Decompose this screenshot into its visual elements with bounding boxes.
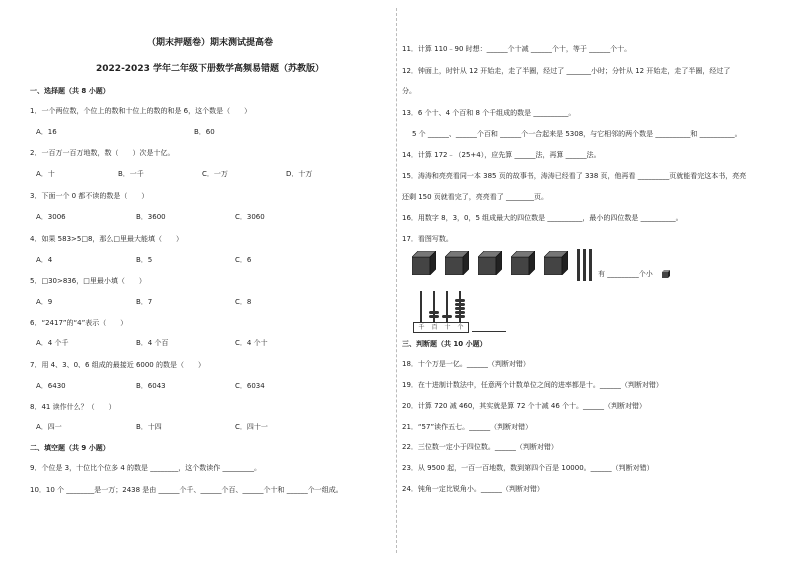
hundred-plate-icon	[577, 249, 580, 281]
q4-option-a: A．4	[36, 256, 53, 264]
hundred-plate-icon	[589, 249, 592, 281]
q3-option-c: C．3060	[235, 213, 265, 221]
question-16: 16．用数字 8，3，0，5 组成最大的四位数是 __________，最小的四位数是 __________。	[402, 214, 683, 222]
question-9: 9．个位是 3，十位比个位多 4 的数是 ________，这个数读作 _________。	[30, 464, 261, 472]
abacus-rod-thousands	[420, 291, 422, 323]
column-divider	[396, 8, 397, 553]
question-8: 8．41 读作什么？（ ）	[30, 403, 116, 411]
q4-option-c: C．6	[235, 256, 252, 264]
abacus-bead	[455, 299, 465, 302]
question-5: 5．□30>836，□里最小填（ ）	[30, 277, 146, 285]
q6-option-b: B．4 个百	[136, 339, 169, 347]
question-10: 10．10 个 ________是一万；2438 是由 ______个千、______个百、______个十和 ______个一组成。	[30, 486, 343, 494]
abacus-bead	[442, 315, 452, 318]
counting-figure	[412, 247, 672, 337]
question-22: 22．三位数一定小于四位数。______（判断对错）	[402, 443, 558, 451]
abacus-bead	[455, 303, 465, 306]
hundred-plate-icon	[583, 249, 586, 281]
section-fill-heading: 二、填空题（共 9 小题）	[30, 444, 110, 452]
question-15-line1: 15．涛涛和亮亮看同一本 385 页的故事书，涛涛已经看了 338 页，他再看 _________页就能看完这本书，亮亮	[402, 172, 747, 180]
abacus-bead	[455, 311, 465, 314]
question-7: 7．用 4、3、0、6 组成的最接近 6000 的数是（ ）	[30, 361, 205, 369]
question-4: 4．如果 583>5□8，那么□里最大能填（ ）	[30, 235, 184, 243]
question-17: 17．看图写数。	[402, 235, 453, 243]
question-2: 2．一百万一百万地数，数（ ）次是十亿。	[30, 149, 175, 157]
q3-option-a: A．3006	[36, 213, 66, 221]
question-13-line2: 5 个 ______、______个百和 ______个一合起来是 5308，与它相邻的两个数是 __________和 __________。	[412, 130, 742, 138]
q5-option-c: C．8	[235, 298, 252, 306]
question-21: 21．“57”读作五七。______（判断对错）	[402, 423, 533, 431]
section-judge-heading: 三、判断题（共 10 小题）	[402, 340, 487, 348]
q2-option-c: C．一万	[202, 170, 228, 178]
q2-option-b: B．一千	[118, 170, 144, 178]
question-11: 11．计算 110﹣90 时想：______个十减 ______个十，等于 ______个十。	[402, 45, 632, 53]
question-6: 6．“2417”的“4”表示（ ）	[30, 319, 128, 327]
abacus-answer-line	[472, 331, 506, 332]
q6-option-c: C．4 个十	[235, 339, 268, 347]
thousand-cube-icon	[544, 251, 568, 275]
section-choice-heading: 一、选择题（共 8 小题）	[30, 87, 110, 95]
figure-answer-text: 有 _________个小	[598, 270, 653, 278]
thousand-cube-icon	[412, 251, 436, 275]
q7-option-c: C．6034	[235, 382, 265, 390]
abacus-bead	[429, 315, 439, 318]
question-15-line2: 还剩 150 页就看完了，亮亮看了 ________页。	[402, 193, 549, 201]
abacus-base	[413, 322, 469, 333]
abacus-rod-hundreds	[433, 291, 435, 323]
exam-title: （期末押题卷）期末测试提高卷	[146, 38, 273, 48]
q2-option-a: A．十	[36, 170, 55, 178]
q8-option-c: C．四十一	[235, 423, 268, 431]
q1-option-a: A．16	[36, 128, 57, 136]
abacus-label-thousands: 千	[418, 324, 425, 331]
question-23: 23．从 9500 起，一百一百地数，数到第四个百是 10000。______（判断对错）	[402, 464, 654, 472]
thousand-cube-icon	[478, 251, 502, 275]
exam-subtitle: 2022-2023 学年二年级下册数学高频易错题（苏教版）	[96, 64, 324, 74]
q5-option-b: B．7	[136, 298, 153, 306]
q2-option-d: D．十万	[286, 170, 313, 178]
q1-option-b: B．60	[194, 128, 215, 136]
q8-option-b: B．十四	[136, 423, 162, 431]
abacus-bead	[455, 315, 465, 318]
abacus-rod-tens	[446, 291, 448, 323]
abacus-bead	[455, 307, 465, 310]
thousand-cube-icon	[511, 251, 535, 275]
question-24: 24．钝角一定比锐角小。______（判断对错）	[402, 485, 544, 493]
question-19: 19．在十进制计数法中，任意两个计数单位之间的进率都是十。______（判断对错）	[402, 381, 663, 389]
small-cube-icon	[662, 270, 670, 278]
q7-option-a: A．6430	[36, 382, 66, 390]
question-14: 14．计算 172﹣（25+4），应先算 ______法，再算 ______法。	[402, 151, 601, 159]
question-13-line1: 13．6 个十、4 个百和 8 个千组成的数是 __________。	[402, 109, 576, 117]
question-1: 1．一个两位数，个位上的数和十位上的数的和是 6，这个数是（ ）	[30, 107, 252, 115]
question-18: 18．十个万是一亿。______（判断对错）	[402, 360, 530, 368]
q4-option-b: B．5	[136, 256, 153, 264]
thousand-cube-icon	[445, 251, 469, 275]
q8-option-a: A．四一	[36, 423, 62, 431]
q3-option-b: B．3600	[136, 213, 166, 221]
question-12-line1: 12．钟面上，时针从 12 开始走，走了半圈，经过了 _______小时；分针从 12 开始走，走了半圈，经过了	[402, 67, 731, 75]
abacus-label-ones: 个	[457, 324, 464, 331]
abacus-bead	[429, 311, 439, 314]
question-3: 3．下面一个 0 都不读的数是（ ）	[30, 192, 149, 200]
abacus-label-tens: 十	[444, 324, 451, 331]
q5-option-a: A．9	[36, 298, 53, 306]
q7-option-b: B．6043	[136, 382, 166, 390]
question-20: 20．计算 720 减 460，其实就是算 72 个十减 46 个十。______（判断对错）	[402, 402, 647, 410]
q6-option-a: A．4 个千	[36, 339, 69, 347]
right-column	[402, 0, 762, 561]
left-column	[30, 0, 390, 561]
abacus-label-hundreds: 百	[431, 324, 438, 331]
question-12-line2: 分。	[402, 87, 416, 95]
